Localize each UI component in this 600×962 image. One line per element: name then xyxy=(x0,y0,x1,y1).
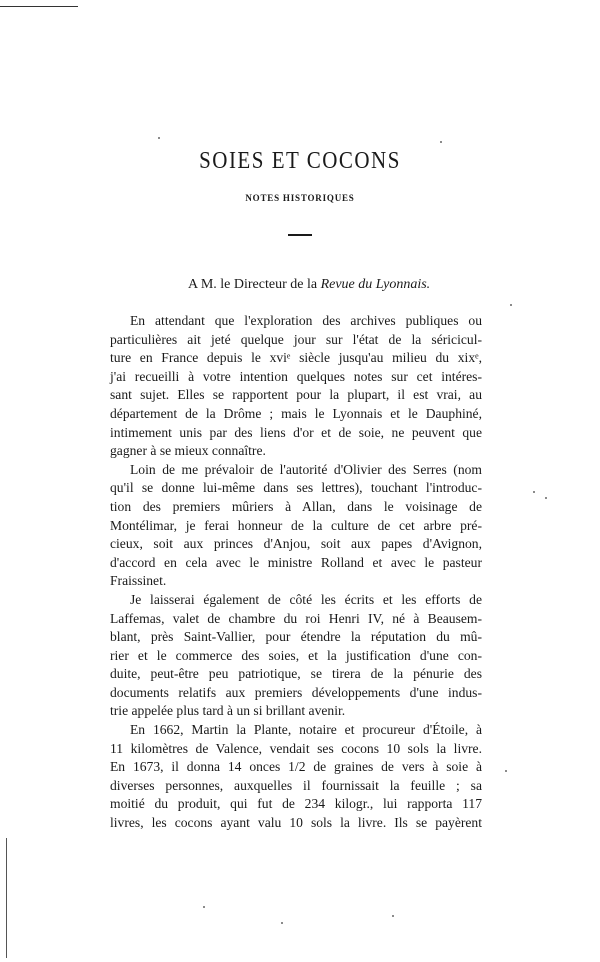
scan-speck xyxy=(545,497,547,499)
text-line: intimement unis par des liens d'or et de soie, ne peuvent que xyxy=(110,424,482,440)
text-line: diverses personnes, auxquelles il fournissait la feuille ; sa xyxy=(110,777,482,793)
text-line: sant sujet. Elles se rapportent pour la plupart, il est vrai, au xyxy=(110,387,482,403)
page-title: SOIES ET COCONS xyxy=(199,146,401,174)
text-line: j'ai recueilli à votre intention quelques notes sur cet intéres- xyxy=(110,368,482,384)
scan-speck xyxy=(158,137,160,139)
address-line xyxy=(188,276,430,294)
text-line: particulières ait jeté quelque jour sur l'état de la séricicul- xyxy=(110,331,482,347)
address-journal-name: Revue du Lyonnais. xyxy=(320,277,431,292)
text-line: trie appelée plus tard à un si brillant avenir. xyxy=(110,703,346,719)
text-line: cieux, soit aux princes d'Anjou, soit aux papes d'Avignon, xyxy=(110,536,482,552)
text-line: blant, près Saint-Vallier, pour étendre la réputation du mû- xyxy=(110,629,482,645)
text-line: duite, peut-être peu patriotique, se tirera de la pénurie des xyxy=(110,666,482,682)
text-line: En 1662, Martin la Plante, notaire et procureur d'Étoile, à xyxy=(130,722,482,738)
scan-speck xyxy=(203,906,205,908)
text-line: ture en France depuis le xviᵉ siècle jusqu'au milieu du xixᵉ, xyxy=(110,350,482,366)
text-line: Loin de me prévaloir de l'autorité d'Olivier des Serres (nom xyxy=(130,461,482,477)
text-line: gagner à se mieux connaître. xyxy=(110,443,266,459)
text-line: moitié du produit, qui fut de 234 kilogr., lui rapporta 117 xyxy=(110,796,482,812)
text-line: documents relatifs aux premiers développements d'une indus- xyxy=(110,684,482,700)
text-line: Fraissinet. xyxy=(110,573,167,589)
left-margin-rule xyxy=(6,838,7,958)
text-line: En 1673, il donna 14 onces 1/2 de graines de vers à soie à xyxy=(110,759,482,775)
text-line: qu'il se donne lui-même dans ses lettres), touchant l'introduc- xyxy=(110,480,482,496)
text-line: d'accord en cela avec le ministre Rolland et avec le pasteur xyxy=(110,554,482,570)
scan-speck xyxy=(392,915,394,917)
scan-speck xyxy=(533,491,535,493)
text-line: département de la Drôme ; mais le Lyonnais et le Dauphiné, xyxy=(110,405,482,421)
text-line: tion des premiers mûriers à Allan, dans le voisinage de xyxy=(110,498,482,514)
text-line: rier et le commerce des soies, et la justification d'une con- xyxy=(110,647,482,663)
scan-speck xyxy=(510,304,512,306)
address-prefix: A M. le Directeur de la xyxy=(188,277,321,292)
body-text xyxy=(110,312,482,833)
text-line: Je laisserai également de côté les écrits et les efforts de xyxy=(130,591,482,607)
scan-speck xyxy=(281,922,283,924)
text-line: Laffemas, valet de chambre du roi Henri IV, né à Beausem- xyxy=(110,610,482,626)
text-line: livres, les cocons ayant valu 10 sols la livre. Ils se payèrent xyxy=(110,815,482,831)
page-subtitle: NOTES HISTORIQUES xyxy=(245,193,355,203)
top-rule xyxy=(0,6,78,7)
scan-speck xyxy=(440,141,442,143)
text-line: Montélimar, je ferai honneur de la culture de cet arbre pré- xyxy=(110,517,482,533)
title-dash-divider xyxy=(288,234,312,236)
text-line: En attendant que l'exploration des archives publiques ou xyxy=(130,313,482,328)
scan-speck xyxy=(505,770,507,772)
text-line: 11 kilomètres de Valence, vendait ses cocons 10 sols la livre. xyxy=(110,740,482,756)
